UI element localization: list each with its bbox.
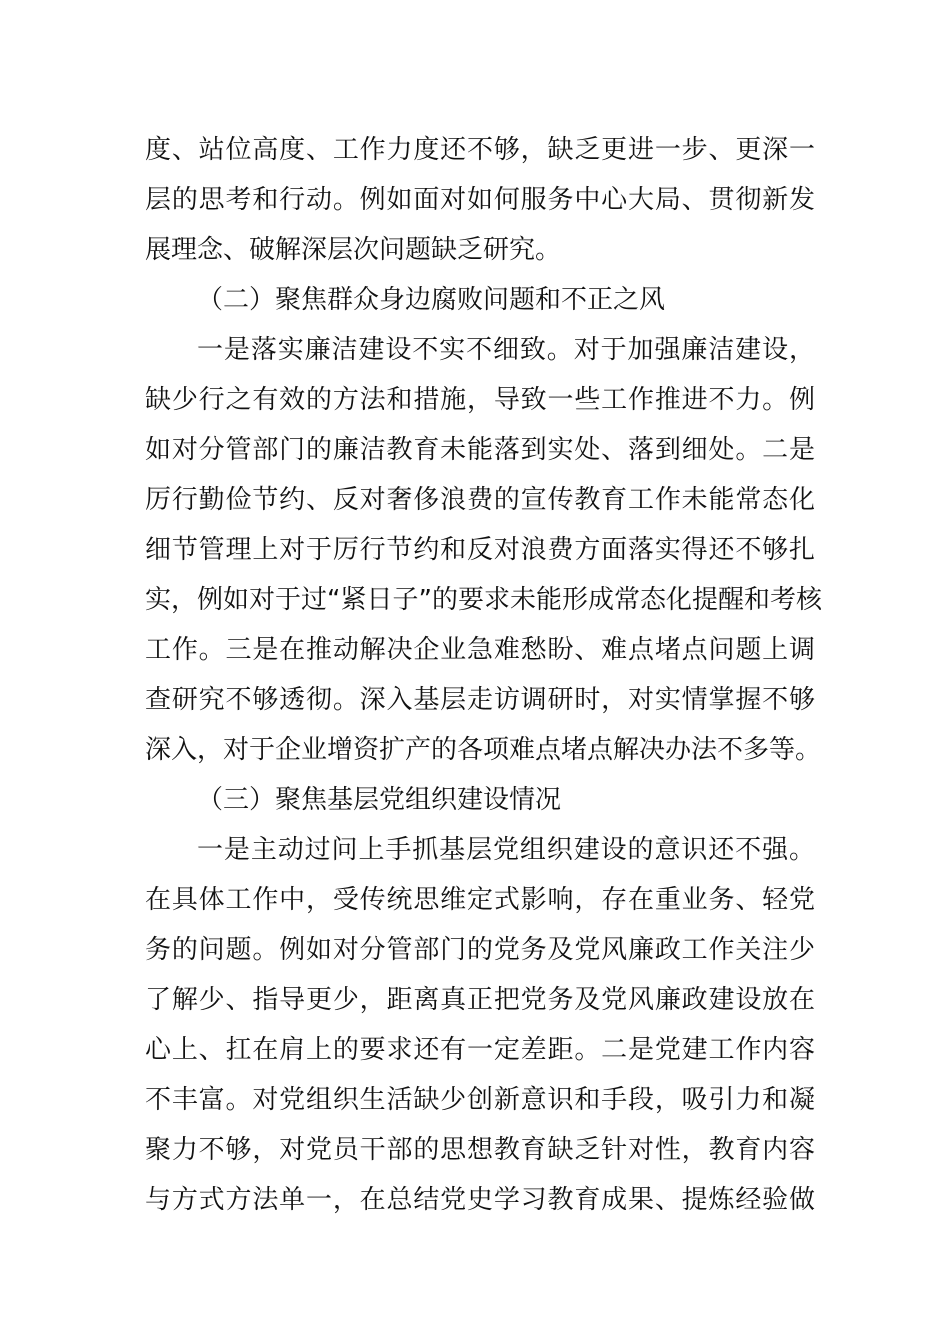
text-line-3: 展理念、破解深层次问题缺乏研究。: [145, 235, 562, 265]
text-line-6: 缺少行之有效的方法和措施，导致一些工作推进不力。例: [145, 385, 815, 415]
text-line-15: 一是主动过问上手抓基层党组织建设的意识还不强。: [197, 835, 815, 865]
text-line-9: 细节管理上对于厉行节约和反对浪费方面落实得还不够扎: [145, 535, 815, 565]
text-line-12: 查研究不够透彻。深入基层走访调研时，对实情掌握不够: [145, 685, 815, 715]
text-line-10: 实，例如对于过“紧日子”的要求未能形成常态化提醒和考核: [145, 585, 822, 615]
text-line-20: 不丰富。对党组织生活缺少创新意识和手段，吸引力和凝: [145, 1085, 815, 1115]
text-line-17: 务的问题。例如对分管部门的党务及党风廉政工作关注少: [145, 935, 815, 965]
text-line-11: 工作。三是在推动解决企业急难愁盼、难点堵点问题上调: [145, 635, 815, 665]
text-line-1: 度、站位高度、工作力度还不够，缺乏更进一步、更深一: [145, 135, 815, 165]
text-line-7: 如对分管部门的廉洁教育未能落到实处、落到细处。二是: [145, 435, 815, 465]
text-line-16: 在具体工作中，受传统思维定式影响，存在重业务、轻党: [145, 885, 815, 915]
text-line-21: 聚力不够，对党员干部的思想教育缺乏针对性，教育内容: [145, 1135, 815, 1165]
section-heading-3: （三）聚焦基层党组织建设情况: [197, 785, 562, 815]
text-line-13: 深入，对于企业增资扩产的各项难点堵点解决办法不多等。: [145, 735, 822, 765]
section-heading-2: （二）聚焦群众身边腐败问题和不正之风: [197, 285, 666, 315]
text-line-2: 层的思考和行动。例如面对如何服务中心大局、贯彻新发: [145, 185, 815, 215]
text-line-19: 心上、扛在肩上的要求还有一定差距。二是党建工作内容: [145, 1035, 815, 1065]
text-line-5: 一是落实廉洁建设不实不细致。对于加强廉洁建设，: [197, 335, 815, 365]
text-line-8: 厉行勤俭节约、反对奢侈浪费的宣传教育工作未能常态化: [145, 485, 815, 515]
text-line-22: 与方式方法单一，在总结党史学习教育成果、提炼经验做: [145, 1185, 815, 1215]
text-line-18: 了解少、指导更少，距离真正把党务及党风廉政建设放在: [145, 985, 815, 1015]
